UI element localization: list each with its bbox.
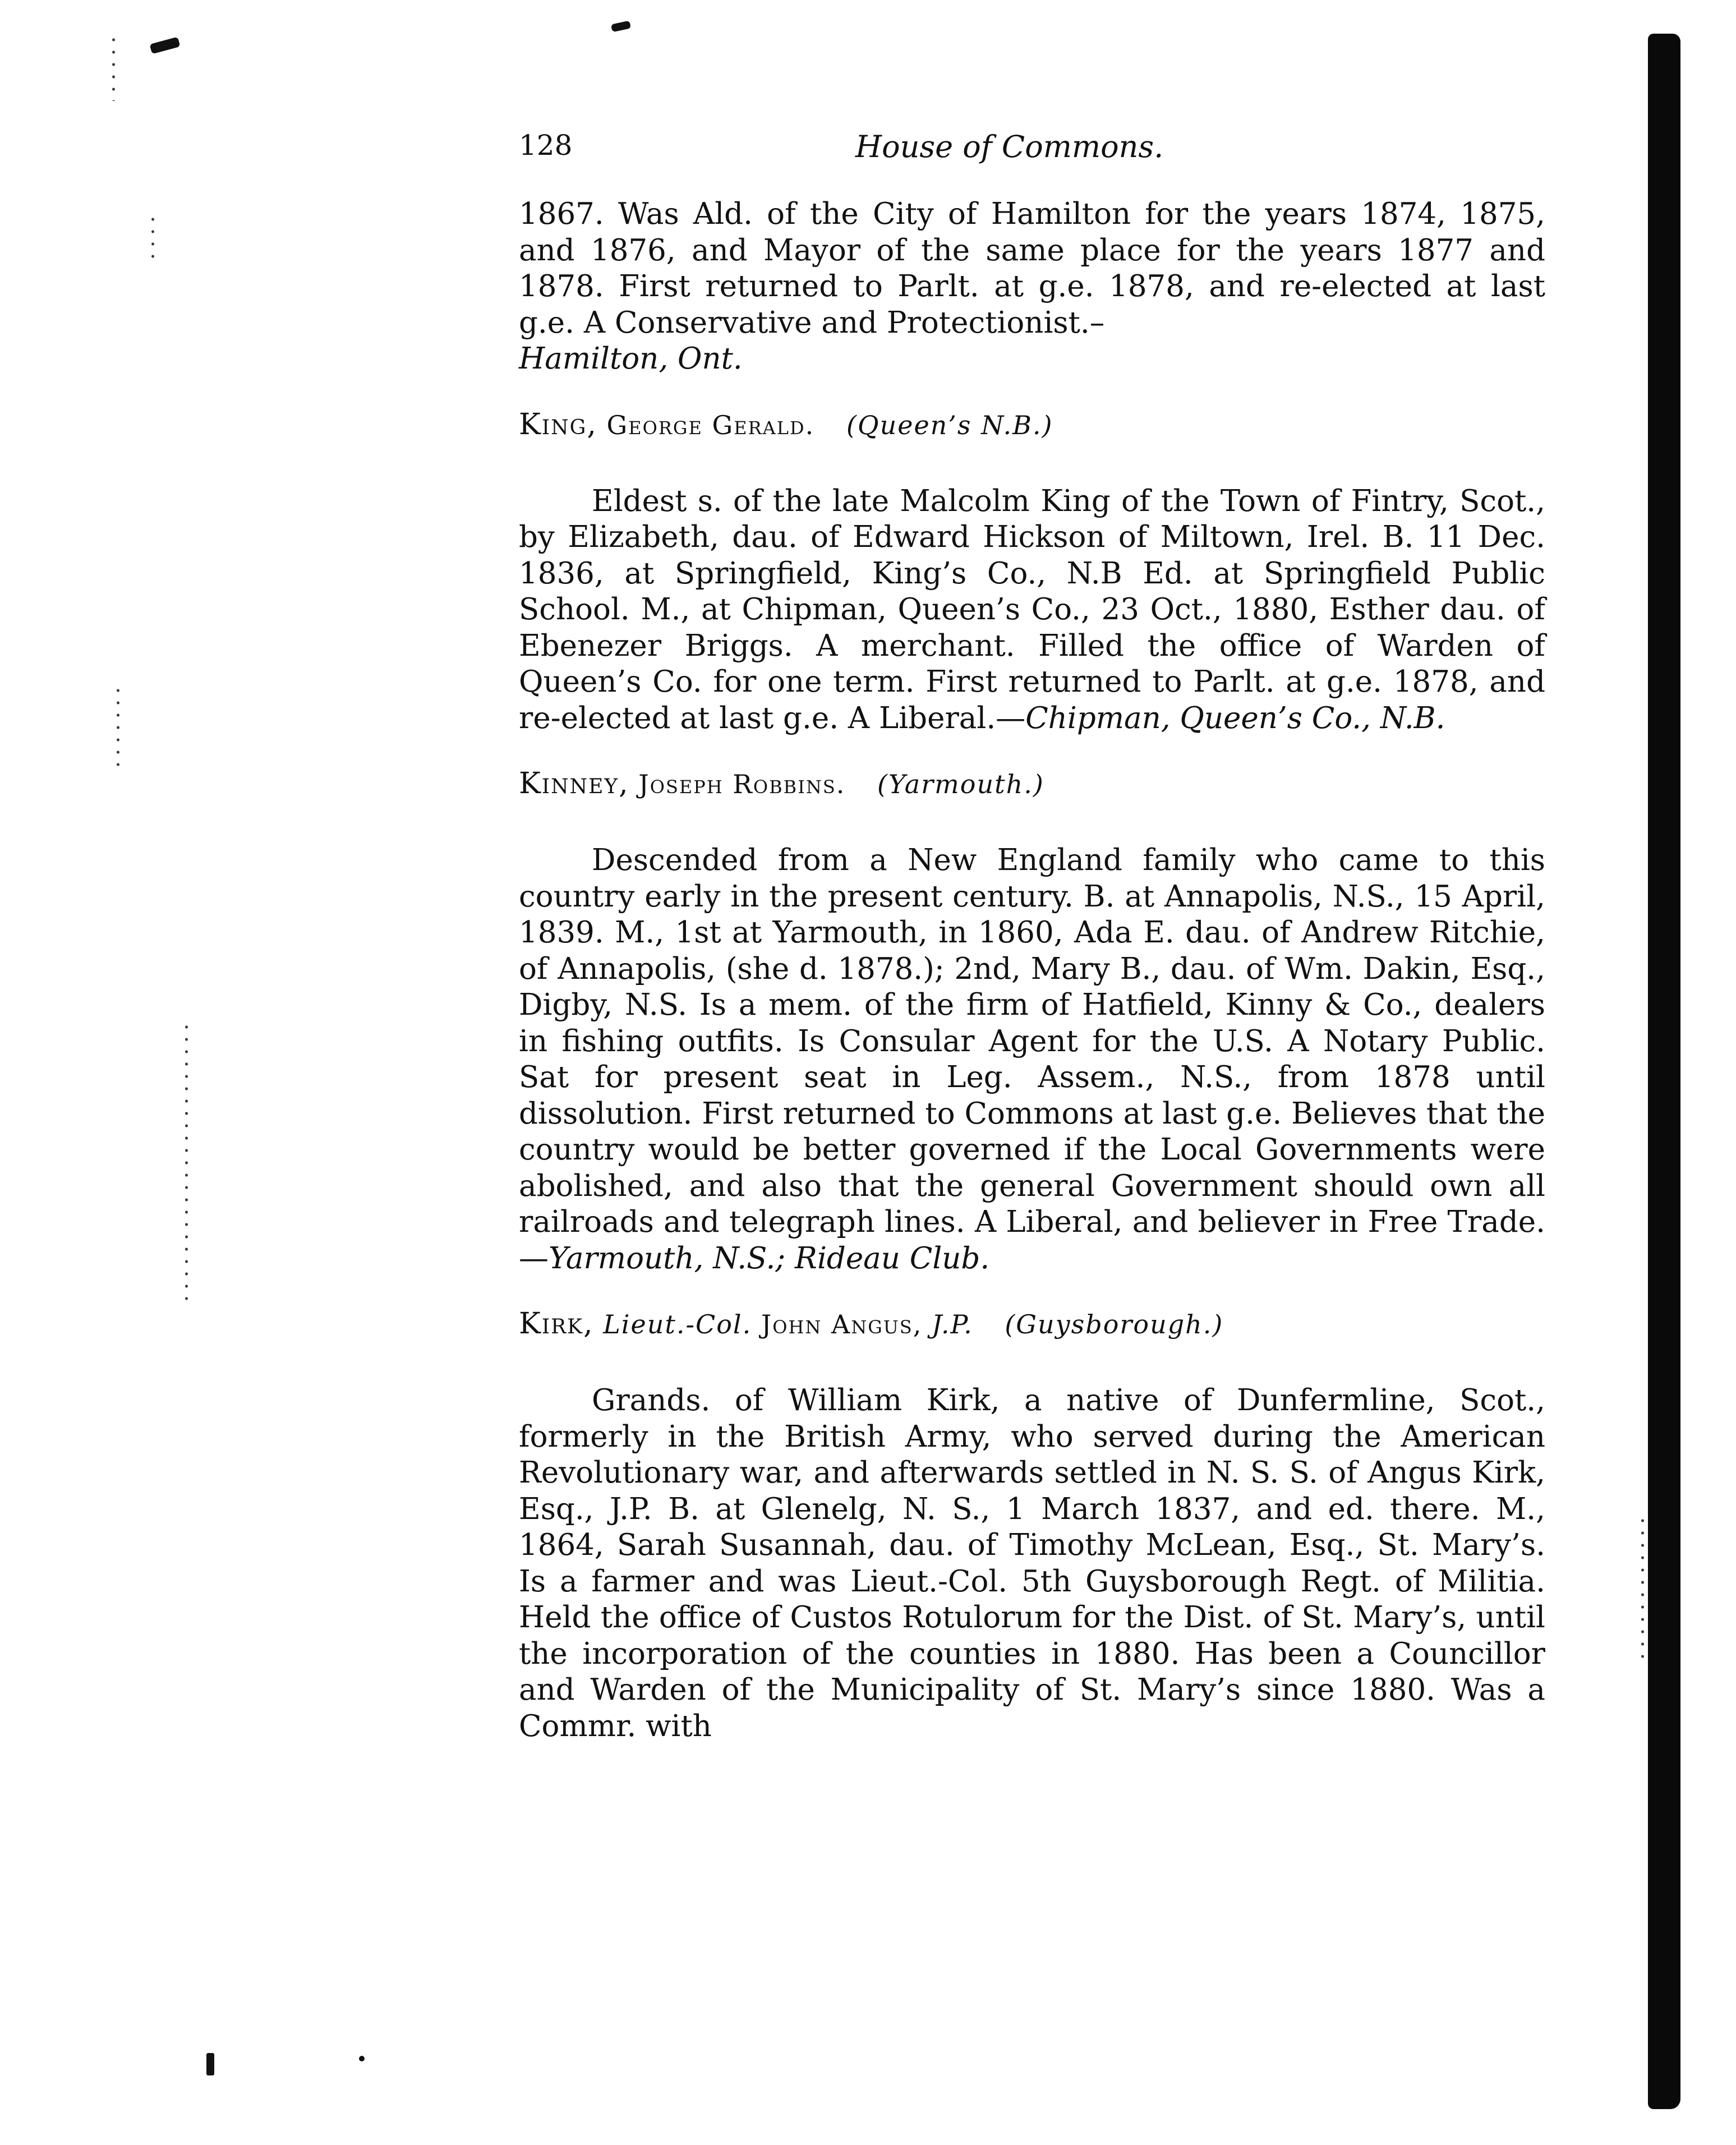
entry-address: Yarmouth, N.S.; Rideau Club.	[549, 1241, 990, 1276]
entry-suffix: J.P.	[931, 1309, 973, 1340]
entry-paragraph-king	[519, 484, 1545, 737]
entry-constituency: (Yarmouth.)	[877, 769, 1044, 799]
scan-noise	[185, 1021, 188, 1301]
page-body	[519, 196, 1545, 1744]
scan-noise	[112, 34, 115, 101]
entry-heading-king	[519, 407, 1545, 443]
scan-noise	[1641, 1515, 1644, 1660]
binding-shadow	[1648, 34, 1680, 2109]
entry-paragraph-kirk	[519, 1383, 1545, 1744]
entry-given-names: John Angus,	[761, 1309, 923, 1340]
entry-surname: Kirk,	[519, 1307, 594, 1341]
scan-speck	[150, 37, 181, 54]
entry-continuation	[519, 196, 1545, 378]
entry-surname: Kinney,	[519, 767, 629, 800]
entry-address: Hamilton, Ont.	[519, 342, 743, 376]
entry-constituency: (Guysborough.)	[1005, 1309, 1224, 1340]
entry-body: Eldest s. of the late Malcolm King of the Town of Fintry, Scot., by Elizabeth, dau. of Edward Hickson of Miltown, Irel. B. 11 Dec. 1836, at Springfield, King’s Co., N.B Ed. at Springfield Public School. M., at Chipman, Queen’s Co., 23 Oct., 1880, Esther dau. of Ebenezer Briggs. A merchant. Filled the office of Warden of Queen’s Co. for one term. First returned to Parlt. at g.e. 1878, and re-elected at last g.e. A Liberal.—	[519, 484, 1545, 735]
entry-body: 1867. Was Ald. of the City of Hamilton for the years 1874, 1875, and 1876, and Mayor of the same place for the years 1877 and 1878. First returned to Parlt. at g.e. 1878, and re-elected at last g.e. A Conservative and Protectionist.–	[519, 197, 1545, 340]
entry-body: Grands. of William Kirk, a native of Dunfermline, Scot., formerly in the British Army, who served during the American Revolutionary war, and afterwards settled in N. S. S. of Angus Kirk, Esq., J.P. B. at Glenelg, N. S., 1 March 1837, and ed. there. M., 1864, Sarah Susannah, dau. of Timothy McLean, Esq., St. Mary’s. Is a farmer and was Lieut.-Col. 5th Guysborough Regt. of Militia. Held the office of Custos Rotulorum for the Dist. of St. Mary’s, until the incorporation of the counties in 1880. Has been a Councillor and Warden of the Municipality of St. Mary’s since 1880. Was a Commr. with	[519, 1383, 1545, 1743]
entry-body: Descended from a New England family who came to this country early in the present century. B. at Annapolis, N.S., 15 April, 1839. M., 1st at Yarmouth, in 1860, Ada E. dau. of Andrew Ritchie, of Annapolis, (she d. 1878.); 2nd, Mary B., dau. of Wm. Dakin, Esq., Digby, N.S. Is a mem. of the firm of Hatfield, Kinny & Co., dealers in fishing outfits. Is Consular Agent for the U.S. A Notary Public. Sat for present seat in Leg. Assem., N.S., from 1878 until dissolution. First returned to Commons at last g.e. Believes that the country would be better governed if the Local Governments were abolished, and also that the general Government should own all railroads and telegraph lines. A Liberal, and believer in Free Trade.—	[519, 843, 1545, 1276]
page-number: 128	[519, 129, 573, 162]
running-title: House of Commons.	[855, 129, 1164, 164]
scan-noise	[151, 213, 154, 264]
running-head	[519, 129, 1585, 168]
entry-heading-kinney	[519, 766, 1545, 802]
entry-surname: King,	[519, 407, 597, 441]
entry-address: Chipman, Queen’s Co., N.B.	[1025, 701, 1445, 735]
scan-speck	[206, 2053, 214, 2075]
entry-paragraph-kinney	[519, 843, 1545, 1277]
entry-given-names: Joseph Robbins.	[638, 769, 846, 799]
entry-constituency: (Queen’s N.B.)	[846, 409, 1053, 440]
entry-rank: Lieut.-Col.	[603, 1309, 752, 1340]
scan-speck	[359, 2056, 365, 2061]
entry-given-names: George Gerald.	[606, 409, 815, 440]
scan-speck	[611, 21, 631, 33]
scan-noise	[117, 684, 119, 774]
entry-heading-kirk	[519, 1306, 1545, 1342]
